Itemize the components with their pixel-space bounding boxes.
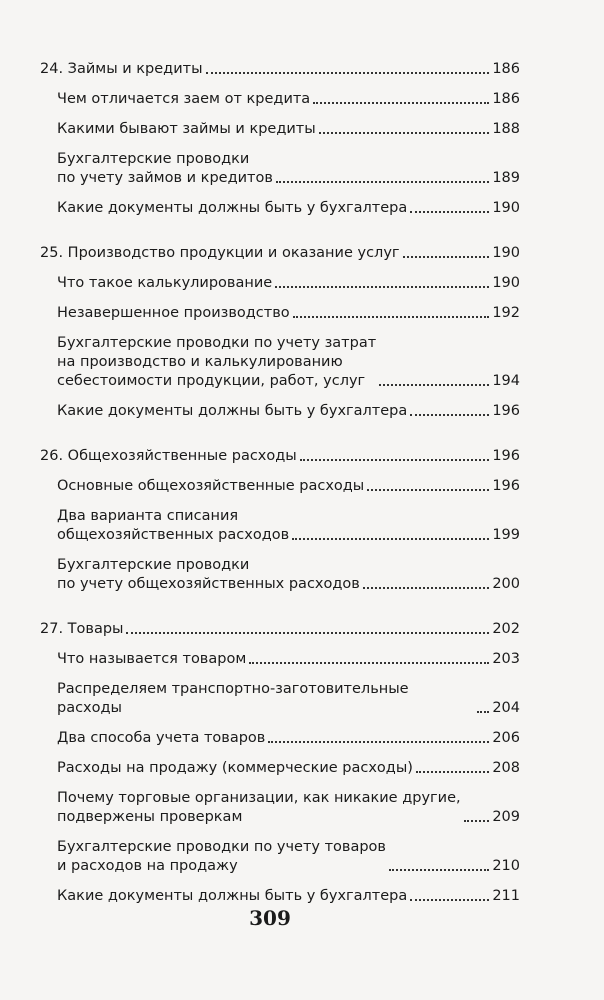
entry-page: 190 xyxy=(492,245,520,261)
dot-leader xyxy=(313,102,489,104)
toc-item xyxy=(40,507,520,545)
dot-leader xyxy=(249,662,489,664)
entry-page: 186 xyxy=(492,61,520,77)
dot-leader xyxy=(363,587,490,589)
toc-item xyxy=(40,477,520,496)
entry-page: 200 xyxy=(492,576,520,592)
entry-title: Бухгалтерские проводки по учету товаров и расходов на продажу xyxy=(57,839,386,874)
entry-title: Два способа учета товаров xyxy=(57,730,266,746)
toc-item xyxy=(40,304,520,323)
entry-page: 202 xyxy=(492,621,520,637)
entry-title: Незавершенное производство xyxy=(57,305,290,321)
entry-title: 26. Общехозяйственные расходы xyxy=(40,448,297,464)
toc-item xyxy=(40,759,520,778)
dot-leader xyxy=(410,414,489,416)
entry-page: 204 xyxy=(492,700,520,716)
entry-title: Бухгалтерские проводки по учету общехозяйственных расходов xyxy=(57,557,360,592)
entry-page: 192 xyxy=(492,305,520,321)
entry-page: 190 xyxy=(492,200,520,216)
entry-page: 196 xyxy=(492,403,520,419)
entry-page: 211 xyxy=(492,888,520,904)
entry-page: 206 xyxy=(492,730,520,746)
dot-leader xyxy=(126,632,489,634)
entry-title: Распределяем транспортно-заготовительные расходы xyxy=(57,681,409,716)
chapter-title xyxy=(40,447,520,466)
toc-item xyxy=(40,334,520,391)
toc-item xyxy=(40,680,520,718)
toc-item xyxy=(40,90,520,109)
page-number: 309 xyxy=(249,906,291,930)
dot-leader xyxy=(293,316,490,318)
entry-page: 196 xyxy=(492,448,520,464)
entry-page: 190 xyxy=(492,275,520,291)
entry-title: Какие документы должны быть у бухгалтера xyxy=(57,888,408,904)
dot-leader xyxy=(206,72,490,74)
dot-leader xyxy=(464,820,490,822)
toc-item xyxy=(40,838,520,876)
dot-leader xyxy=(389,869,489,871)
entry-page: 210 xyxy=(492,858,520,874)
entry-title: Какими бывают займы и кредиты xyxy=(57,121,316,137)
toc-item xyxy=(40,650,520,669)
chapter-title xyxy=(40,244,520,263)
entry-title: 24. Займы и кредиты xyxy=(40,61,203,77)
entry-title: Какие документы должны быть у бухгалтера xyxy=(57,200,408,216)
entry-page: 194 xyxy=(492,373,520,389)
entry-title: 27. Товары xyxy=(40,621,124,637)
entry-title: Что такое калькулирование xyxy=(57,275,273,291)
entry-page: 196 xyxy=(492,478,520,494)
dot-leader xyxy=(268,741,489,743)
table-of-contents xyxy=(40,60,520,932)
entry-page: 189 xyxy=(492,170,520,186)
entry-page: 203 xyxy=(492,651,520,667)
entry-title: Чем отличается заем от кредита xyxy=(57,91,311,107)
dot-leader xyxy=(403,256,490,258)
toc-item xyxy=(40,274,520,293)
toc-item xyxy=(40,199,520,218)
chapter-24 xyxy=(40,60,520,218)
chapter-27 xyxy=(40,620,520,906)
entry-title: Почему торговые организации, как никакие другие, подвержены проверкам xyxy=(57,790,461,825)
dot-leader xyxy=(276,181,489,183)
entry-title: Что называется товаром xyxy=(57,651,247,667)
toc-item xyxy=(40,729,520,748)
entry-page: 199 xyxy=(492,527,520,543)
entry-title: Какие документы должны быть у бухгалтера xyxy=(57,403,408,419)
entry-title: 25. Производство продукции и оказание услуг xyxy=(40,245,400,261)
entry-title: Бухгалтерские проводки по учету затрат на производство и калькулированию себестоимости продукции, работ, услуг xyxy=(57,335,377,389)
entry-page: 188 xyxy=(492,121,520,137)
entry-page: 186 xyxy=(492,91,520,107)
toc-item xyxy=(40,887,520,906)
chapter-title xyxy=(40,620,520,639)
entry-title: Бухгалтерские проводки по учету займов и кредитов xyxy=(57,151,273,186)
chapter-title xyxy=(40,60,520,79)
dot-leader xyxy=(367,489,489,491)
entry-page: 208 xyxy=(492,760,520,776)
dot-leader xyxy=(319,132,490,134)
toc-item xyxy=(40,556,520,594)
toc-item xyxy=(40,402,520,421)
toc-item xyxy=(40,120,520,139)
toc-item xyxy=(40,789,520,827)
entry-title: Основные общехозяйственные расходы xyxy=(57,478,365,494)
dot-leader xyxy=(300,459,490,461)
dot-leader xyxy=(416,771,489,773)
dot-leader xyxy=(379,384,489,386)
chapter-26 xyxy=(40,447,520,594)
chapter-25 xyxy=(40,244,520,421)
dot-leader xyxy=(410,211,489,213)
entry-page: 209 xyxy=(492,809,520,825)
entry-title: Расходы на продажу (коммерческие расходы) xyxy=(57,760,413,776)
entry-title: Два варианта списания общехозяйственных расходов xyxy=(57,508,290,543)
toc-item xyxy=(40,150,520,188)
dot-leader xyxy=(477,711,489,713)
dot-leader xyxy=(275,286,489,288)
dot-leader xyxy=(410,899,489,901)
dot-leader xyxy=(292,538,489,540)
